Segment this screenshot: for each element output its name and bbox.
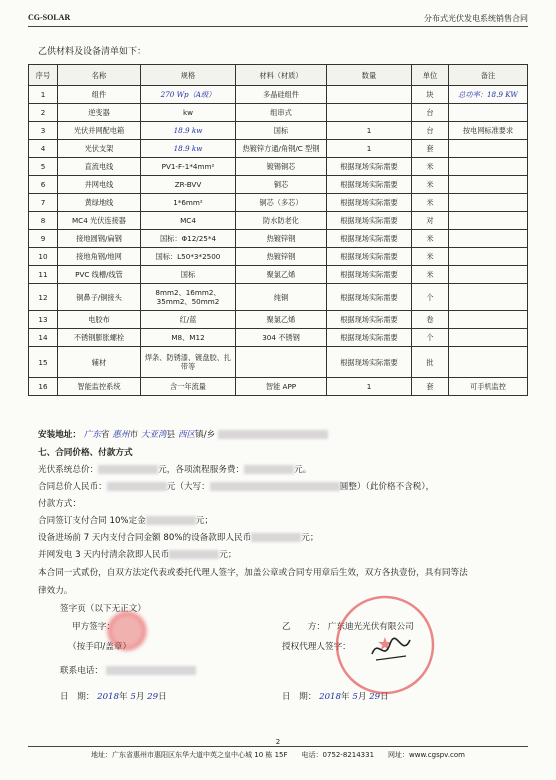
- table-row: [29, 194, 528, 212]
- table-cell: 270 Wp（A级）: [141, 86, 236, 104]
- table-cell: 台: [412, 104, 449, 122]
- table-cell: 并网电线: [58, 176, 141, 194]
- table-cell: 304 不锈钢: [236, 329, 327, 347]
- table-cell: 国标：Φ12/25*4: [141, 230, 236, 248]
- table-cell: 聚氯乙烯: [236, 266, 327, 284]
- table-row: [29, 248, 528, 266]
- table-cell: 台: [412, 122, 449, 140]
- date-label: 日 期：: [282, 692, 317, 702]
- col-header: 材料（材质）: [236, 65, 327, 86]
- table-cell: 块: [412, 86, 449, 104]
- table-cell: PV1-F-1*4mm²: [141, 158, 236, 176]
- table-cell: 米: [412, 176, 449, 194]
- table-cell: 10: [29, 248, 58, 266]
- table-cell: 5: [29, 158, 58, 176]
- table-cell: 个: [412, 329, 449, 347]
- table-cell: 根据现场实际需要: [327, 347, 412, 378]
- table-row: [29, 212, 528, 230]
- col-header: 单位: [412, 65, 449, 86]
- tax-note: 圆整）（此价格不含税），: [339, 482, 435, 492]
- contract-total-label: 合同总价人民币：: [38, 482, 107, 492]
- table-header-row: [29, 65, 528, 86]
- table-cell: 4: [29, 140, 58, 158]
- table-cell: 铜鼻子/铜接头: [58, 284, 141, 311]
- col-header: 名称: [58, 65, 141, 86]
- table-cell: 套: [412, 378, 449, 396]
- redacted-address: [218, 430, 328, 439]
- table-row: [29, 104, 528, 122]
- party-b-company: 广东迪光光伏有限公司: [327, 622, 414, 632]
- table-cell: [449, 248, 528, 266]
- fingerprint-stamp: [108, 612, 146, 650]
- table-cell: 聚氯乙烯: [236, 311, 327, 329]
- table-cell: [449, 347, 528, 378]
- table-cell: 电胶布: [58, 311, 141, 329]
- table-cell: PVC 线槽/线管: [58, 266, 141, 284]
- table-cell: 8: [29, 212, 58, 230]
- table-cell: 1*6mm²: [141, 194, 236, 212]
- day-suffix: 日: [158, 692, 167, 702]
- validity-paragraph-end: 律效力。: [38, 586, 73, 596]
- unit-yuan: 元；: [195, 516, 213, 526]
- date-day: 29: [369, 692, 381, 702]
- table-cell: ZR-BVV: [141, 176, 236, 194]
- install-county: 大亚湾: [140, 430, 167, 440]
- table-cell: 组串式: [236, 104, 327, 122]
- payment-method: 付款方式：: [38, 499, 81, 509]
- table-cell: [449, 176, 528, 194]
- table-cell: 个: [412, 284, 449, 311]
- date-year: 2018: [97, 692, 119, 702]
- table-cell: 焊条、防锈漆、镀盘胶、扎带等: [141, 347, 236, 378]
- table-cell: 根据现场实际需要: [327, 266, 412, 284]
- table-cell: 米: [412, 158, 449, 176]
- table-cell: 黄绿地线: [58, 194, 141, 212]
- table-cell: 辅材: [58, 347, 141, 378]
- date-year: 2018: [319, 692, 341, 702]
- table-cell: 逆变器: [58, 104, 141, 122]
- unit-yuan: 元。: [294, 465, 312, 475]
- redacted-value: [98, 465, 158, 474]
- table-cell: 根据现场实际需要: [327, 248, 412, 266]
- price-line-5: [38, 531, 318, 543]
- table-cell: 米: [412, 230, 449, 248]
- table-row: [29, 347, 528, 378]
- table-cell: 2: [29, 104, 58, 122]
- table-cell: 国标: [141, 266, 236, 284]
- install-province-suffix: 省: [100, 430, 110, 440]
- table-cell: 热镀锌钢: [236, 230, 327, 248]
- table-cell: [449, 194, 528, 212]
- table-cell: 根据现场实际需要: [327, 176, 412, 194]
- table-cell: 根据现场实际需要: [327, 329, 412, 347]
- table-cell: 热镀锌钢: [236, 248, 327, 266]
- col-header: 规格: [141, 65, 236, 86]
- price-line-2: [38, 480, 434, 492]
- table-cell: 16: [29, 378, 58, 396]
- month-suffix: 月: [357, 692, 367, 702]
- page-header: [28, 12, 528, 27]
- table-cell: 多晶硅组件: [236, 86, 327, 104]
- table-cell: 组件: [58, 86, 141, 104]
- table-cell: [449, 158, 528, 176]
- table-cell: 国标: [236, 122, 327, 140]
- table-row: [29, 122, 528, 140]
- party-a-date: [60, 690, 167, 702]
- table-cell: [449, 230, 528, 248]
- table-cell: [327, 86, 412, 104]
- install-address: [38, 428, 328, 440]
- table-cell: 3: [29, 122, 58, 140]
- table-cell: 红/蓝: [141, 311, 236, 329]
- table-cell: 套: [412, 140, 449, 158]
- table-cell: 接地角钢/地网: [58, 248, 141, 266]
- table-row: [29, 378, 528, 396]
- table-cell: 对: [412, 212, 449, 230]
- table-row: [29, 140, 528, 158]
- service-fee-label: 元，各项流程服务费：: [158, 465, 245, 475]
- table-cell: 根据现场实际需要: [327, 284, 412, 311]
- contact-label: 联系电话：: [60, 666, 103, 676]
- uppercase-label: 元（大写：: [166, 482, 210, 492]
- day-suffix: 日: [380, 692, 389, 702]
- table-cell: 1: [327, 122, 412, 140]
- table-row: [29, 86, 528, 104]
- party-a-label: 甲方签字：: [72, 622, 115, 632]
- deposit-label: 合同签订支付合同 10%定金: [38, 516, 146, 526]
- table-cell: 1: [29, 86, 58, 104]
- table-cell: 铜芯: [236, 176, 327, 194]
- table-cell: 批: [412, 347, 449, 378]
- table-cell: 13: [29, 311, 58, 329]
- year-suffix: 年: [341, 692, 350, 702]
- table-cell: 不锈钢膨胀螺栓: [58, 329, 141, 347]
- balance-label: 并网发电 3 天内付清余款即人民币: [38, 550, 170, 560]
- table-cell: 7: [29, 194, 58, 212]
- col-header: 数量: [327, 65, 412, 86]
- validity-paragraph: 本合同一式贰份，自双方法定代表或委托代理人签字，加盖公章或合同专用章后生效，双方各执壹份，具有同等法: [38, 568, 468, 578]
- table-cell: 1: [327, 140, 412, 158]
- table-cell: 根据现场实际需要: [327, 194, 412, 212]
- redacted-value: [146, 516, 196, 525]
- table-cell: [449, 212, 528, 230]
- install-label: 安装地址：: [38, 430, 81, 440]
- equipment-payment-label: 设备进场前 7 天内支付合同金额 80%的设备款即人民币: [38, 533, 252, 543]
- month-suffix: 月: [135, 692, 145, 702]
- table-cell: 根据现场实际需要: [327, 230, 412, 248]
- col-header: 序号: [29, 65, 58, 86]
- price-line-4: [38, 514, 213, 526]
- table-cell: 接地圆钢/扁钢: [58, 230, 141, 248]
- table-cell: [236, 347, 327, 378]
- table-cell: 总功率：18.9 KW: [449, 86, 528, 104]
- party-a-sub: （按手印/盖章）: [68, 642, 132, 652]
- table-cell: 米: [412, 194, 449, 212]
- table-cell: 15: [29, 347, 58, 378]
- install-town: 西区: [177, 430, 196, 440]
- table-cell: 含一年流量: [141, 378, 236, 396]
- price-line-6: [38, 548, 236, 560]
- install-province: 广东: [83, 430, 101, 440]
- party-b-label: 乙 方：: [282, 622, 325, 632]
- table-row: [29, 311, 528, 329]
- table-cell: kw: [141, 104, 236, 122]
- table-row: [29, 284, 528, 311]
- header-title: 分布式光伏发电系统销售合同: [424, 14, 528, 23]
- table-cell: MC4 光伏连接器: [58, 212, 141, 230]
- materials-table: [28, 64, 528, 396]
- install-town-suffix: 镇/乡: [195, 430, 216, 440]
- table-cell: 智能监控系统: [58, 378, 141, 396]
- table-cell: [449, 140, 528, 158]
- table-cell: [449, 266, 528, 284]
- table-cell: 卷: [412, 311, 449, 329]
- table-cell: 6: [29, 176, 58, 194]
- header-brand: CG-SOLAR: [28, 13, 71, 22]
- materials-title: 乙供材料及设备清单如下：: [38, 47, 147, 57]
- party-a-contact: [60, 664, 196, 676]
- install-city: 惠州: [112, 430, 130, 440]
- table-row: [29, 266, 528, 284]
- page-number: 2: [275, 738, 281, 746]
- table-cell: 米: [412, 248, 449, 266]
- col-header: 备注: [449, 65, 528, 86]
- table-cell: [449, 284, 528, 311]
- table-cell: 根据现场实际需要: [327, 212, 412, 230]
- table-cell: 8mm2、16mm2、35mm2、50mm2: [141, 284, 236, 311]
- redacted-value: [251, 533, 301, 542]
- redacted-phone: [106, 666, 196, 675]
- table-cell: [449, 329, 528, 347]
- date-month: 5: [352, 692, 358, 702]
- date-month: 5: [130, 692, 136, 702]
- table-cell: 18.9 kw: [141, 122, 236, 140]
- table-cell: MC4: [141, 212, 236, 230]
- table-cell: 11: [29, 266, 58, 284]
- redacted-value: [210, 482, 340, 491]
- date-day: 29: [147, 692, 159, 702]
- table-cell: 直流电线: [58, 158, 141, 176]
- redacted-value: [169, 550, 219, 559]
- table-cell: 12: [29, 284, 58, 311]
- signature-hint: 签字页（以下无正文）: [60, 604, 146, 614]
- table-cell: 国标：L50*3*2500: [141, 248, 236, 266]
- table-cell: 铜芯（多芯）: [236, 194, 327, 212]
- year-suffix: 年: [119, 692, 128, 702]
- date-label: 日 期：: [60, 692, 95, 702]
- table-cell: 光伏并网配电箱: [58, 122, 141, 140]
- table-cell: 光伏支架: [58, 140, 141, 158]
- section-7-title: 七、合同价格、付款方式: [38, 448, 133, 458]
- unit-yuan: 元；: [301, 533, 319, 543]
- table-cell: 镀锡铜芯: [236, 158, 327, 176]
- redacted-value: [244, 465, 294, 474]
- table-cell: 14: [29, 329, 58, 347]
- table-cell: 9: [29, 230, 58, 248]
- table-cell: 可手机监控: [449, 378, 528, 396]
- table-cell: 根据现场实际需要: [327, 158, 412, 176]
- agent-signature: [368, 632, 414, 666]
- table-cell: 18.9 kw: [141, 140, 236, 158]
- page-footer: 地址：广东省惠州市惠阳区东华大道中英之皇中心城 10 栋 15F 电话：0752-8214331 网址：www.cgspv.com: [28, 746, 528, 760]
- table-row: [29, 158, 528, 176]
- table-cell: 米: [412, 266, 449, 284]
- table-row: [29, 176, 528, 194]
- table-row: [29, 329, 528, 347]
- table-cell: 根据现场实际需要: [327, 311, 412, 329]
- price-line-1: [38, 463, 311, 475]
- unit-yuan: 元；: [219, 550, 237, 560]
- table-cell: [327, 104, 412, 122]
- table-row: [29, 230, 528, 248]
- table-cell: 防水防老化: [236, 212, 327, 230]
- table-cell: [449, 311, 528, 329]
- table-cell: [449, 104, 528, 122]
- table-cell: 纯铜: [236, 284, 327, 311]
- table-cell: 1: [327, 378, 412, 396]
- install-county-suffix: 县: [166, 430, 176, 440]
- table-cell: 按电网标准要求: [449, 122, 528, 140]
- svg-text:★: ★: [376, 634, 394, 655]
- system-total-label: 光伏系统总价：: [38, 465, 99, 475]
- table-cell: 热镀锌方通/角钢/C 型钢: [236, 140, 327, 158]
- table-cell: 智能 APP: [236, 378, 327, 396]
- party-b-agent: 授权代理人签字：: [282, 642, 351, 652]
- install-city-suffix: 市: [129, 430, 139, 440]
- table-cell: M8、M12: [141, 329, 236, 347]
- redacted-value: [107, 482, 167, 491]
